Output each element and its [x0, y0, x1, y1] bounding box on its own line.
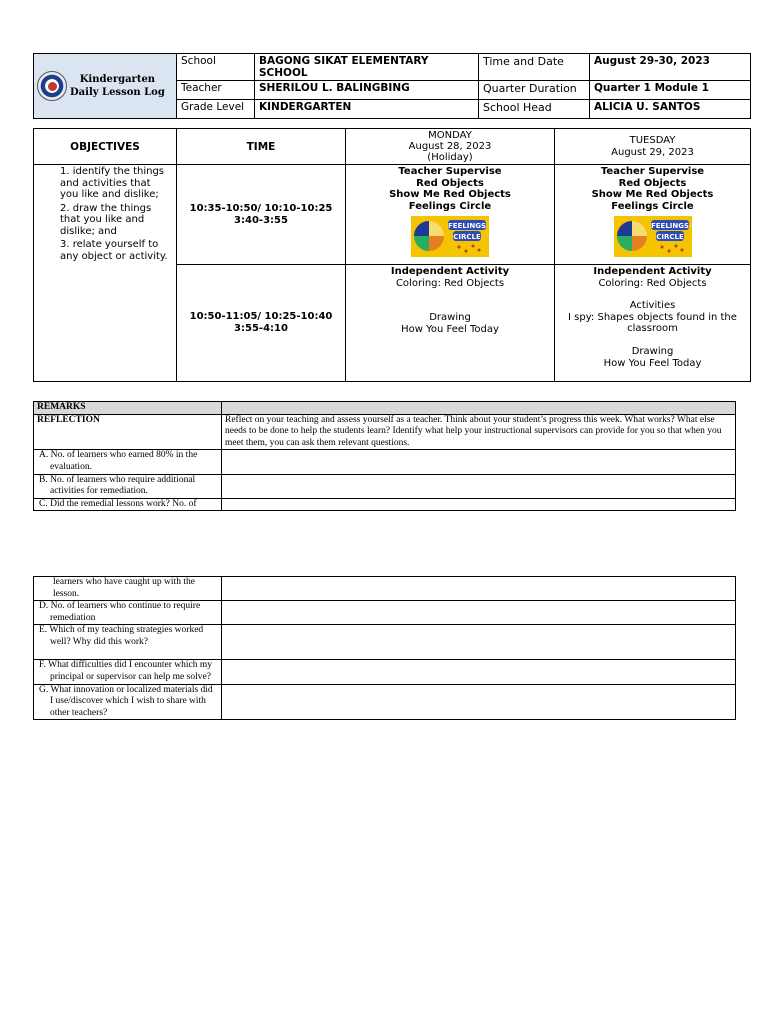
objective-item: 2. draw the things that you like and dislike; and — [60, 202, 152, 237]
remark-value-f — [222, 660, 736, 684]
schedule-table — [33, 128, 751, 382]
svg-text:FEELINGS: FEELINGS — [447, 222, 487, 231]
grade-label: Grade Level — [177, 100, 255, 119]
monday-activity-1: Teacher Supervise Red Objects Show Me Red Objects Feelings Circle FEELINGS CIRCLE — [346, 165, 555, 265]
remark-row-d: D. No. of learners who continue to require remediation — [34, 601, 222, 625]
remark-row-e: E. Which of my teaching strategies worked well? Why did this work? — [34, 625, 222, 660]
time-date-value: August 29-30, 2023 — [590, 54, 751, 81]
feelings-circle-image — [614, 216, 692, 257]
remarks-label: REMARKS — [34, 402, 222, 415]
monday-header: MONDAY August 28, 2023 (Holiday) — [346, 129, 555, 165]
quarter-value: Quarter 1 Module 1 — [590, 81, 751, 100]
remark-row-c-cont: learners who have caught up with the lesson. — [34, 577, 222, 601]
header-table — [33, 53, 751, 119]
school-value: BAGONG SIKAT ELEMENTARY SCHOOL — [255, 54, 479, 81]
time-header: TIME — [177, 129, 346, 165]
remark-value-b — [222, 474, 736, 498]
teacher-label: Teacher — [177, 81, 255, 100]
monday-activity-2: Independent Activity Coloring: Red Objects Drawing How You Feel Today — [346, 265, 555, 382]
reflection-label: REFLECTION — [34, 414, 222, 450]
log-title: Kindergarten Daily Lesson Log — [70, 74, 165, 98]
school-label: School — [177, 54, 255, 81]
grade-value: KINDERGARTEN — [255, 100, 479, 119]
tuesday-activity-1: Teacher Supervise Red Objects Show Me Red Objects Feelings Circle FEELINGS CIRCLE — [555, 165, 751, 265]
objective-item: 1. identify the things and activities that you like and dislike; — [60, 166, 164, 200]
remark-row-f: F. What difficulties did I encounter which my principal or supervisor can help me solve? — [34, 660, 222, 684]
remark-value-e — [222, 625, 736, 660]
remark-value-c — [222, 498, 736, 511]
svg-text:CIRCLE: CIRCLE — [655, 233, 684, 242]
deped-seal-icon — [37, 71, 67, 101]
svg-text:FEELINGS: FEELINGS — [650, 222, 689, 231]
remark-value-c-cont — [222, 577, 736, 601]
school-head-label: School Head — [479, 100, 590, 119]
remark-row-b: B. No. of learners who require additional activities for remediation. — [34, 474, 222, 498]
remark-row-a: A. No. of learners who earned 80% in the evaluation. — [34, 450, 222, 474]
objectives-list — [34, 165, 177, 382]
remark-value-d — [222, 601, 736, 625]
remarks-table-continued — [33, 576, 736, 720]
logo-cell — [34, 54, 177, 119]
time-slot-1: 10:35-10:50/ 10:10-10:25 3:40-3:55 — [177, 165, 346, 265]
remark-value-a — [222, 450, 736, 474]
objective-item: 3. relate yourself to any object or activity. — [60, 239, 168, 262]
time-date-label: Time and Date — [479, 54, 590, 81]
tuesday-header: TUESDAY August 29, 2023 — [555, 129, 751, 165]
feelings-circle-image — [411, 216, 489, 257]
objectives-header: OBJECTIVES — [34, 129, 177, 165]
reflection-text: Reflect on your teaching and assess yourself as a teacher. Think about your student’s progress this week. What works? What else needs to be done to help the students learn? Identify what help your instructional supervisors can provide for you so that when you meet them, you can ask them relevant questions. — [222, 414, 736, 450]
school-head-value: ALICIA U. SANTOS — [590, 100, 751, 119]
teacher-value: SHERILOU L. BALINGBING — [255, 81, 479, 100]
remark-value-g — [222, 684, 736, 720]
svg-text:CIRCLE: CIRCLE — [453, 233, 481, 242]
quarter-label: Quarter Duration — [479, 81, 590, 100]
tuesday-activity-2: Independent Activity Coloring: Red Objects Activities I spy: Shapes objects found in the classroom Drawing How You Feel Today — [555, 265, 751, 382]
remarks-table — [33, 401, 736, 511]
time-slot-2: 10:50-11:05/ 10:25-10:40 3:55-4:10 — [177, 265, 346, 382]
remark-row-g: G. What innovation or localized materials did I use/discover which I wish to share with other teachers? — [34, 684, 222, 720]
remark-row-c: C. Did the remedial lessons work? No. of — [34, 498, 222, 511]
remarks-value — [222, 402, 736, 415]
